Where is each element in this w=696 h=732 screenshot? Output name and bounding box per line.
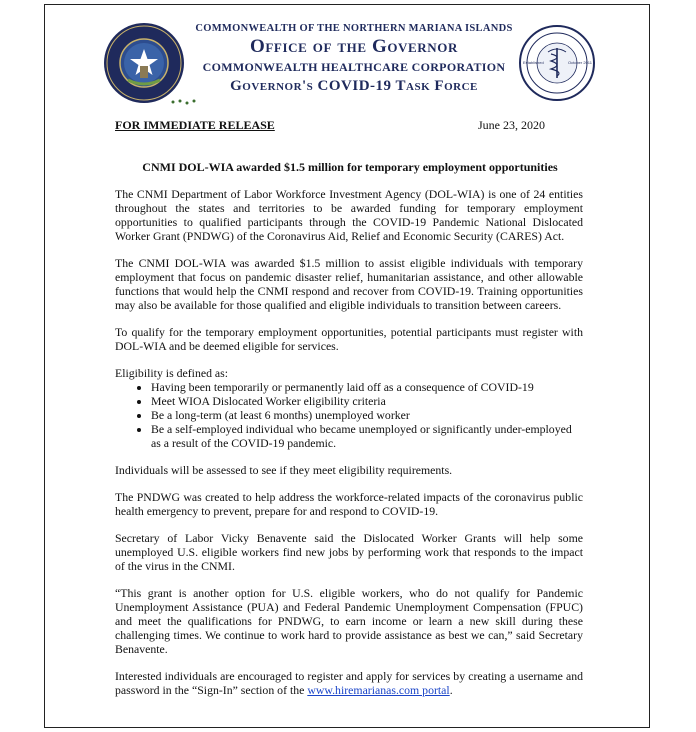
- chcc-seal-text-holder: [518, 24, 596, 102]
- letterhead-office-name: Office of the Governor: [250, 36, 458, 57]
- paragraph-8: “This grant is another option for U.S. eligible workers, who do not qualify for Pandemic Unemployment Assistance (PUA) and Federal Pandemic Unemployment Compensation (FPUC) and meet the qualifications for PNDWG, to earn income or learn a new skill during these challenging times. We continue to work hard to provide assistance as best we can,” said Secretary Benavente.: [115, 586, 583, 656]
- list-item: • Be a long-term (at least 6 months) unemployed worker: [151, 408, 583, 422]
- paragraph-1: The CNMI Department of Labor Workforce Investment Agency (DOL-WIA) is one of 24 entities throughout the states and territories to be awarded funding for temporary employment opportunities to qualified participants through the COVID-19 Pandemic National Dislocated Worker Grant (PNDWG) of the Coronavirus Aid, Relief and Economic Security (CARES) Act.: [115, 187, 583, 243]
- paragraph-9-text: Interested individuals are encouraged to register and apply for services by creating a username and password in the “Sign-In” section of the: [115, 669, 583, 697]
- paragraph-6: The PNDWG was created to help address the workforce-related impacts of the coronavirus public health emergency to prevent, prepare for and respond to COVID-19.: [115, 490, 583, 518]
- paragraph-5: Individuals will be assessed to see if they meet eligibility requirements.: [115, 463, 453, 477]
- paragraph-3: To qualify for the temporary employment opportunities, potential participants must register with DOL-WIA and be deemed eligible for services.: [115, 325, 583, 353]
- release-date: June 23, 2020: [478, 118, 545, 132]
- list-item: • Having been temporarily or permanently laid off as a consequence of COVID-19: [151, 380, 583, 394]
- letterhead-line-3: COMMONWEALTH HEALTHCARE CORPORATION: [202, 60, 506, 74]
- eligibility-list: [115, 380, 583, 450]
- press-release-body: [115, 187, 583, 710]
- paragraph-2: The CNMI DOL-WIA was awarded $1.5 million to assist eligible individuals with temporary employment that focus on pandemic disaster relief, humanitarian assistance, and other allowable functions that would help the CNMI respond and recover from COVID-19. Training opportunities may also be available for those qualified and eligible individuals to transition between careers.: [115, 256, 583, 312]
- paragraph-7: Secretary of Labor Vicky Benavente said the Dislocated Worker Grants will help some unemployed U.S. eligible workers find new jobs by performing work that responds to the impact of the virus in the CNMI.: [115, 531, 583, 573]
- letterhead-task-force: Governor's COVID-19 Task Force: [230, 78, 478, 94]
- letterhead: [195, 22, 513, 96]
- cnmi-seal-logo: [103, 22, 185, 104]
- list-item: • Meet WIOA Dislocated Worker eligibility criteria: [151, 394, 583, 408]
- letterhead-line-1: COMMONWEALTH OF THE NORTHERN MARIANA ISLANDS: [195, 23, 513, 34]
- chcc-seal-date: October 2011: [568, 60, 592, 65]
- chcc-seal-established: Established: [523, 60, 544, 65]
- eligibility-intro: Eligibility is defined as:: [115, 366, 229, 380]
- list-item: • Be a self-employed individual who became unemployed or significantly under-employed as a result of the COVID-19 pandemic.: [151, 422, 583, 450]
- paragraph-9: [115, 669, 583, 697]
- paragraph-9-end: .: [449, 683, 453, 697]
- press-release-title: CNMI DOL-WIA awarded $1.5 million for temporary employment opportunities: [142, 160, 558, 174]
- hiremarianas-link[interactable]: www.hiremarianas.com portal: [307, 683, 450, 697]
- release-label: FOR IMMEDIATE RELEASE: [115, 118, 275, 132]
